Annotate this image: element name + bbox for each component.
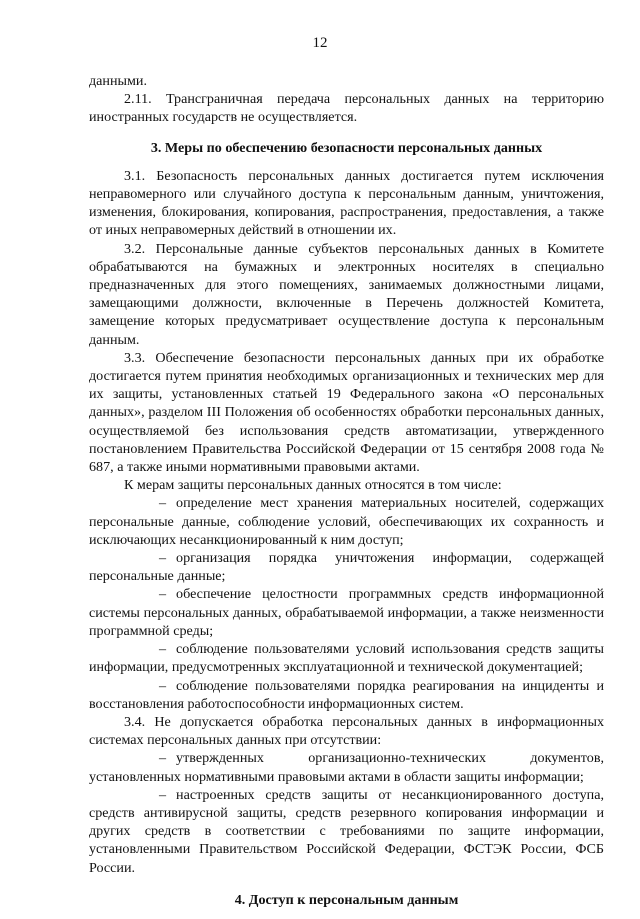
measure-item — [89, 677, 604, 713]
measure-item — [89, 494, 604, 549]
measure-text: соблюдение пользователями условий использования средств защиты информации, предусмотренных эксплуатационной и технической документацией; — [89, 641, 604, 676]
dash-bullet: – — [159, 641, 167, 658]
dash-bullet: – — [159, 786, 167, 803]
measure-item — [89, 549, 604, 585]
measure-item — [89, 585, 604, 640]
page-number: 12 — [312, 35, 328, 51]
section-heading-4: 4. Доступ к персональным данным — [234, 891, 459, 908]
dash-bullet: – — [159, 677, 167, 694]
paragraph-3-3: 3.3. Обеспечение безопасности персональных данных при их обработке достигается путем принятия необходимых организационных и технических мер для их защиты, установленных статьей 19 Федерального закона «О персональных данных», разделом III Положения об особенностях обработки персональных данных, осуществляемой без использования средств автоматизации, утвержденного постановлением Правительства Российской Федерации от 15 сентября 2008 года № 687, а также иными нормативными правовыми актами. — [89, 349, 604, 476]
paragraph-3-2: 3.2. Персональные данные субъектов персональных данных в Комитете обрабатываются на бумажных и электронных носителях в специально предназначенных для этого помещениях, занимаемых должностными лицами, замещающими должности, включенные в Перечень должностей Комитета, замещение которых предусматривает осуществление доступа к персональным данным. — [89, 240, 604, 348]
paragraph-3-4: 3.4. Не допускается обработка персональных данных в информационных системах персональных данных при отсутствии: — [89, 713, 604, 749]
paragraph-2-11: 2.11. Трансграничная передача персональных данных на территорию иностранных государств не осуществляется. — [89, 91, 604, 126]
measure-text: организация порядка уничтожения информации, содержащей персональные данные; — [89, 550, 604, 585]
section-heading-3: 3. Меры по обеспечению безопасности персональных данных — [150, 139, 543, 156]
absence-item — [89, 786, 604, 877]
document-body — [89, 72, 604, 919]
dash-bullet: – — [159, 550, 167, 567]
measure-item — [89, 640, 604, 676]
absence-item — [89, 749, 604, 785]
dash-bullet: – — [159, 750, 167, 767]
measure-text: определение мест хранения материальных носителей, содержащих персональные данные, соблюдение условий, обеспечивающих их сохранность и исключающих несанкционированный к ним доступ; — [89, 495, 604, 548]
dash-bullet: – — [159, 586, 167, 603]
dash-bullet: – — [159, 495, 167, 512]
continued-text: данными. — [89, 73, 147, 89]
measures-intro: К мерам защиты персональных данных относятся в том числе: — [124, 477, 502, 494]
absence-text: настроенных средств защиты от несанкционированного доступа, средств антивирусной защиты, средств резервного копирования информации и других средств в соответствии с требованиями по защите информации, установленными Правительством Российской Федерации, ФСТЭК России, ФСБ России. — [89, 786, 604, 876]
paragraph-3-1: 3.1. Безопасность персональных данных достигается путем исключения неправомерного или случайного доступа к персональным данным, уничтожения, изменения, блокирования, копирования, распространения, предоставления, а также от иных неправомерных действий в отношении их. — [89, 167, 604, 239]
measure-text: обеспечение целостности программных средств информационной системы персональных данных, обрабатываемой информации, а также неизменности программной среды; — [89, 586, 604, 639]
measure-text: соблюдение пользователями порядка реагирования на инциденты и восстановления работоспособности информационных систем. — [89, 677, 604, 712]
absence-text: утвержденных организационно-технических документов, установленных нормативными правовыми актами в области защиты информации; — [89, 750, 604, 785]
